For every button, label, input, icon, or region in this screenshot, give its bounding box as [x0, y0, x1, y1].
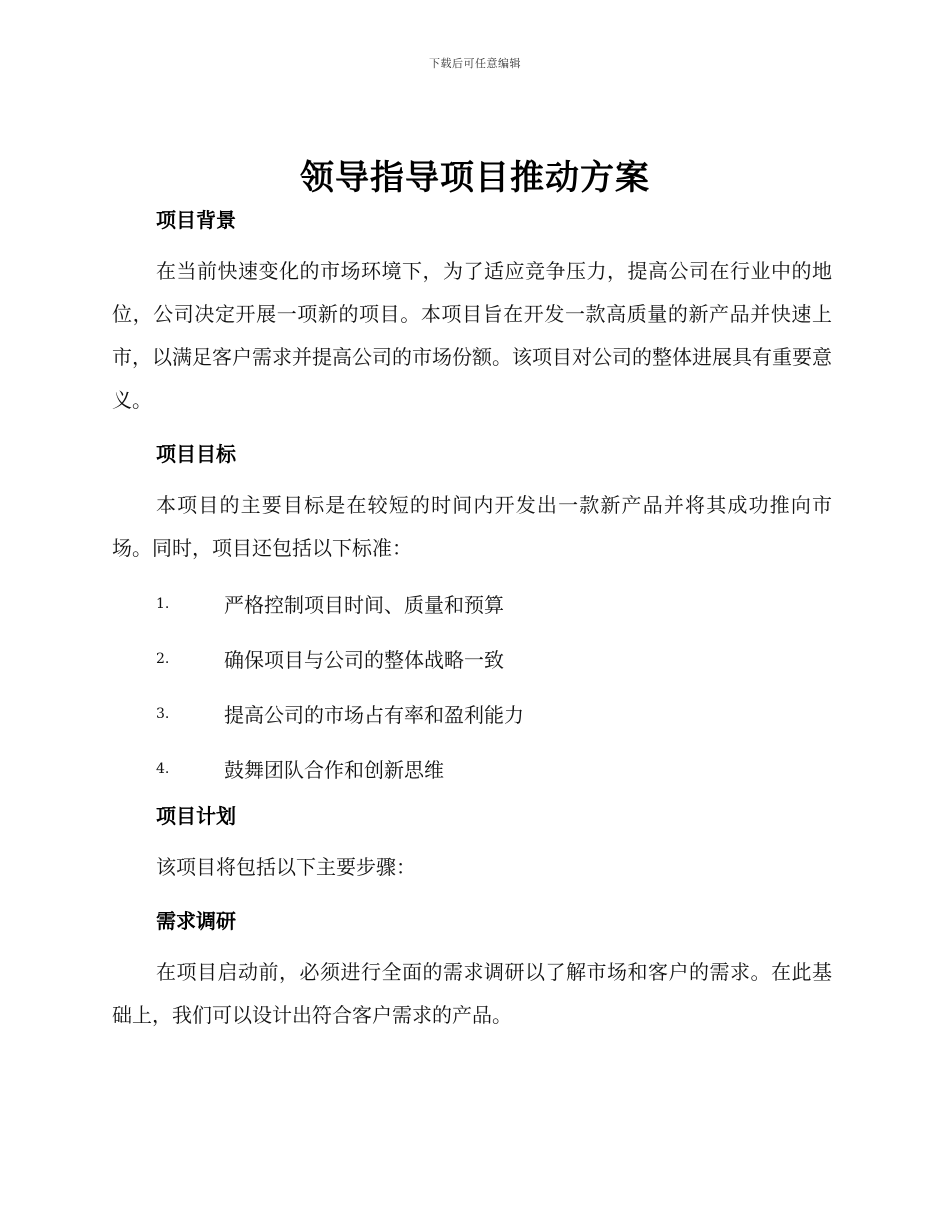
paragraph-goals: 本项目的主要目标是在较短的时间内开发出一款新产品并将其成功推向市场。同时，项目还包括以下标准：: [112, 493, 832, 560]
section-heading-research: 需求调研: [156, 909, 236, 933]
paragraph-research: 在项目启动前，必须进行全面的需求调研以了解市场和客户的需求。在此基础上，我们可以设计出符合客户需求的产品。: [112, 960, 832, 1027]
list-number: 2.: [156, 650, 170, 667]
list-number: 3.: [156, 705, 170, 722]
list-text: 鼓舞团队合作和创新思维: [224, 758, 444, 782]
list-number: 4.: [156, 760, 170, 777]
document-title: 领导指导项目推动方案: [300, 158, 650, 198]
paragraph-background: 在当前快速变化的市场环境下，为了适应竞争压力，提高公司在行业中的地位，公司决定开展一项新的项目。本项目旨在开发一款高质量的新产品并快速上市，以满足客户需求并提高公司的市场份额。该项目对公司的整体进展具有重要意义。: [112, 259, 832, 412]
section-heading-background: 项目背景: [156, 208, 236, 232]
paragraph-plan: 该项目将包括以下主要步骤：: [156, 855, 416, 879]
list-item: [156, 631, 832, 686]
spacer: [112, 240, 832, 250]
list-text: 严格控制项目时间、质量和预算: [224, 593, 504, 617]
spacer: [112, 941, 832, 951]
section-heading-goals: 项目目标: [156, 442, 236, 466]
list-item: [156, 576, 832, 631]
section-heading-plan: 项目计划: [156, 804, 236, 828]
spacer: [112, 474, 832, 484]
list-number: 1.: [156, 595, 170, 612]
spacer: [112, 889, 832, 901]
spacer: [112, 836, 832, 846]
list-item: [156, 741, 832, 796]
header-note: 下载后可任意编辑: [429, 57, 521, 70]
document-body: [112, 200, 832, 1037]
list-text: 提高公司的市场占有率和盈利能力: [224, 703, 524, 727]
list-item: [156, 686, 832, 741]
spacer: [112, 422, 832, 434]
list-text: 确保项目与公司的整体战略一致: [224, 648, 504, 672]
goals-list: [112, 576, 832, 796]
